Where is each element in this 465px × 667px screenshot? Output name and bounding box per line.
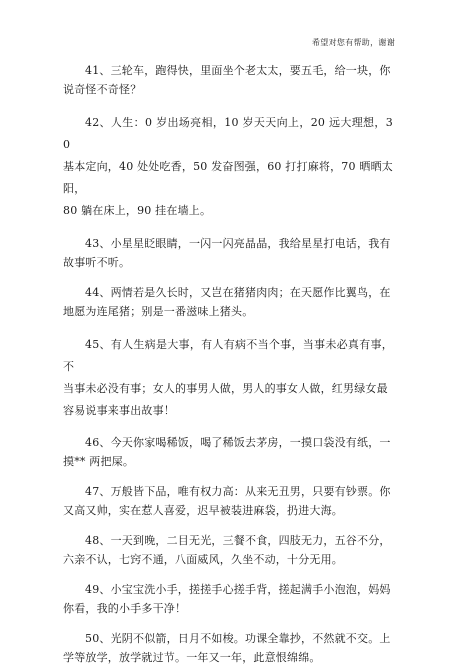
entry-46-line-1: 46、今天你家喝稀饭，喝了稀饭去茅房，一摸口袋没有纸，一: [63, 434, 393, 453]
entry-49-line-2: 你看，我的小手多干净！: [63, 600, 393, 619]
entry-45: [63, 334, 393, 422]
entry-43-line-2: 故事听不听。: [63, 254, 393, 273]
entry-42-line-1: 42、人生：0 岁出场亮相，10 岁天天向上，20 远大理想，30: [63, 112, 393, 156]
entry-42: [63, 112, 393, 222]
entry-50-line-2: 学等放学，放学就过节。一年又一年，此意恨绵绵。: [63, 649, 393, 667]
entry-48: [63, 532, 393, 569]
entry-43-line-1: 43、小星星眨眼睛，一闪一闪亮晶晶，我给星星打电话，我有: [63, 235, 393, 254]
entry-45-line-3: 容易说事来事出故事！: [63, 400, 393, 422]
entry-47-line-1: 47、万般皆下品，唯有权力高：从来无丑男，只要有钞票。你: [63, 483, 393, 502]
header-note: 希望对您有帮助，谢谢: [312, 37, 395, 48]
entry-50: [63, 630, 393, 667]
entry-45-line-2: 当事未必没有事；女人的事男人做，男人的事女人做，红男绿女最: [63, 378, 393, 400]
entry-44-line-2: 地愿为连尾猪；别是一番滋味上猪头。: [63, 303, 393, 322]
entry-50-line-1: 50、光阴不似箭，日月不如梭。功课全靠抄，不然就不交。上: [63, 630, 393, 649]
entry-48-line-2: 六亲不认，七窍不通，八面威风，久坐不动，十分无用。: [63, 551, 393, 570]
entry-47: [63, 483, 393, 520]
entry-46-line-2: 摸** 两把屎。: [63, 453, 393, 472]
entry-43: [63, 235, 393, 272]
entry-47-line-2: 又高又帅，实在惹人喜爱，迟早被装进麻袋，扔进大海。: [63, 502, 393, 521]
entry-41-line-2: 说奇怪不奇怪？: [63, 81, 393, 100]
entry-42-line-2: 基本定向，40 处处吃香，50 发奋图强，60 打打麻将，70 晒晒太阳，: [63, 156, 393, 200]
entry-49-line-1: 49、小宝宝洗小手，搓搓手心搓手背，搓起满手小泡泡，妈妈: [63, 581, 393, 600]
entry-44: [63, 284, 393, 321]
entry-46: [63, 434, 393, 471]
entry-49: [63, 581, 393, 618]
entry-44-line-1: 44、两情若是久长时，又岂在猪猪肉肉；在天愿作比翼鸟，在: [63, 284, 393, 303]
document-body: [63, 62, 393, 667]
entry-41: [63, 62, 393, 99]
entry-42-line-3: 80 躺在床上，90 挂在墙上。: [63, 200, 393, 222]
entry-45-line-1: 45、有人生病是大事，有人有病不当个事，当事未必真有事，不: [63, 334, 393, 378]
entry-48-line-1: 48、一天到晚，二目无光，三餐不食，四肢无力，五谷不分，: [63, 532, 393, 551]
entry-41-line-1: 41、三轮车，跑得快，里面坐个老太太，要五毛，给一块，你: [63, 62, 393, 81]
